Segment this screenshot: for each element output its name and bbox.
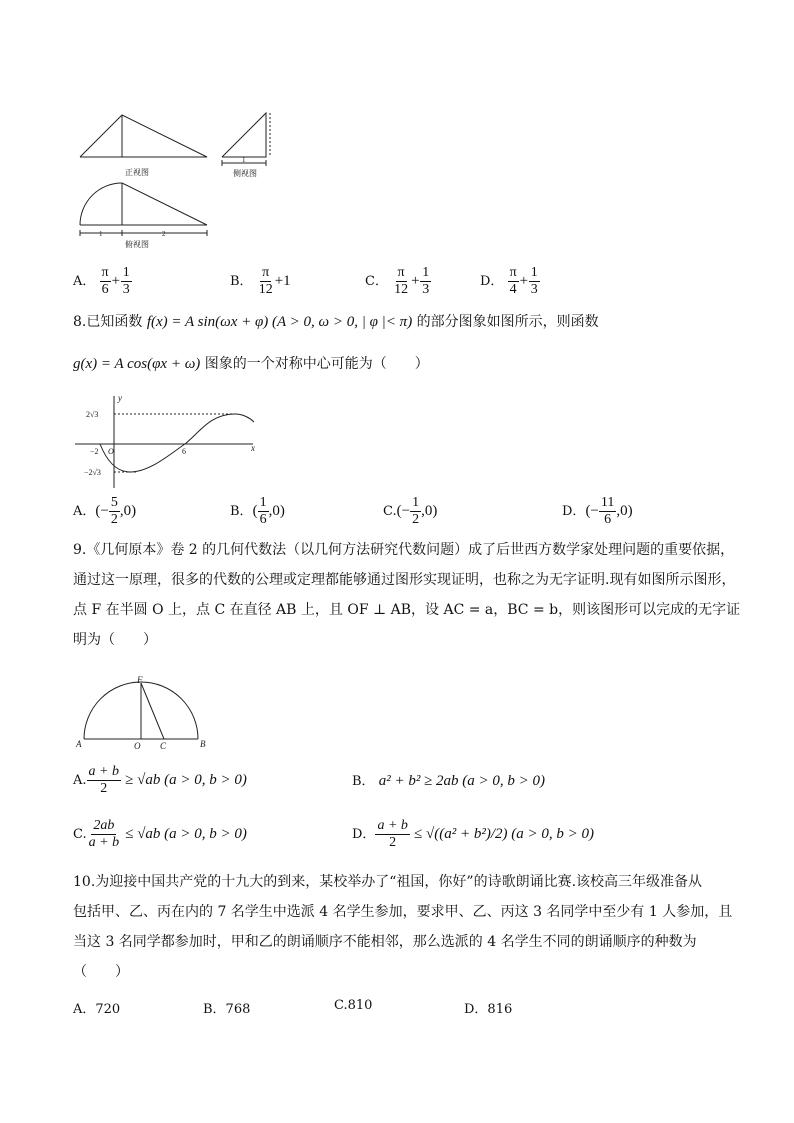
- top-dim-two: 2: [162, 230, 166, 238]
- y-min-label: −2√3: [84, 468, 101, 477]
- y-max-label: 2√3: [86, 410, 99, 419]
- point-a-label: A: [76, 739, 82, 749]
- q9-option-d[interactable]: D． $\frac{a + b}{2}$ ≤ √((a² + b²)/2) (a > 0, b > 0): [352, 818, 594, 850]
- y-axis-label: y: [118, 393, 122, 403]
- q7-option-b[interactable]: B． $\frac{\pi}{12}$ +1: [230, 265, 291, 297]
- q10-option-c[interactable]: C.810: [334, 998, 373, 1013]
- origin-label: O: [108, 447, 114, 456]
- q10-stem-line2: 包括甲、乙、丙在内的 7 名学生中选派 4 名学生参加，要求甲、乙、丙这 3 名同学中至少有 1 人参加，且: [73, 904, 733, 920]
- top-view-label: 俯视图: [125, 240, 149, 249]
- q9-option-b[interactable]: B． a² + b² ≥ 2ab (a > 0, b > 0): [352, 773, 546, 789]
- q8-option-b[interactable]: B．( $\frac{1}{6}$ ,0): [230, 495, 285, 527]
- x-axis-label: x: [251, 443, 255, 453]
- q10-stem-line3: 当这 3 名同学都参加时，甲和乙的朗诵顺序不能相邻，那么选派的 4 名学生不同的朗诵顺序的种数为: [73, 934, 697, 950]
- option-letter: A．: [73, 274, 96, 289]
- point-c-label: C: [160, 741, 167, 750]
- q10-option-a[interactable]: A．720: [73, 1002, 121, 1017]
- q9-stem-line3: 点 F 在半圆 O 上，点 C 在直径 AB 上，且 OF ⊥ AB，设 AC = a，BC = b，则该图形可以完成的无字证: [73, 602, 741, 618]
- side-view: [222, 113, 270, 166]
- q8-stem-line1: 8.已知函数 f(x) = A sin(ωx + φ) (A > 0, ω > 0, | φ |< π) 的部分图象如图所示，则函数: [73, 314, 599, 330]
- q9-stem-line2: 通过这一原理，很多的代数的公理或定理都能够通过图形实现证明，也称之为无字证明.现有如图所示图形，: [73, 572, 736, 588]
- top-view: [80, 183, 207, 236]
- side-view-label: 侧视图: [233, 169, 257, 178]
- x-six-label: 6: [182, 447, 186, 456]
- point-f-label: F: [137, 675, 143, 685]
- q8-graph: [70, 392, 260, 492]
- point-o-label: O: [134, 741, 141, 750]
- option-letter: B．: [230, 274, 253, 289]
- side-dim-label: 1: [242, 156, 246, 164]
- q7-option-d[interactable]: D． $\frac{\pi}{4}$ + $\frac{1}{3}$: [480, 265, 538, 297]
- q9-stem-line4: 明为（ ）: [73, 632, 157, 648]
- q8-option-d[interactable]: D．(− $\frac{11}{6}$ ,0): [562, 495, 633, 527]
- sine-curve: [100, 414, 254, 472]
- q7-option-c[interactable]: C． $\frac{\pi}{12}$ + $\frac{1}{3}$: [365, 265, 430, 297]
- option-letter: D．: [480, 274, 504, 289]
- top-dim-one: 1: [99, 230, 103, 238]
- q9-option-c[interactable]: C. $\frac{2ab}{a + b}$ ≤ √ab (a > 0, b > 0): [73, 818, 247, 850]
- q10-option-d[interactable]: D．816: [464, 1002, 513, 1017]
- q8-formula-g: g(x) = A cos(φx + ω): [73, 356, 201, 372]
- front-view-label: 正视图: [125, 168, 149, 177]
- segment-fc: [141, 683, 164, 739]
- q10-stem-line1: 10.为迎接中国共产党的十九大的到来，某校举办了“祖国，你好”的诗歌朗诵比赛.该校高三年级准备从: [73, 874, 703, 890]
- option-letter: C．: [365, 274, 388, 289]
- q7-option-a[interactable]: A． $\frac{\pi}{6}$ + $\frac{1}{3}$: [73, 265, 130, 297]
- front-view: [80, 115, 207, 157]
- q9-option-a[interactable]: A. $\frac{a + b}{2}$ ≥ √ab (a > 0, b > 0): [73, 764, 247, 796]
- x-neg-label: −2: [90, 447, 99, 456]
- q8-stem-line2: g(x) = A cos(φx + ω) 图象的一个对称中心可能为（ ）: [73, 356, 429, 372]
- q8-option-a[interactable]: A．(− $\frac{5}{2}$ ,0): [73, 495, 137, 527]
- q9-stem-line1: 9.《几何原本》卷 2 的几何代数法（以几何方法研究代数问题）成了后世西方数学家处理问题的重要依据，: [73, 542, 735, 558]
- three-view-figure: [70, 105, 280, 255]
- q10-stem-line4: （ ）: [73, 964, 129, 980]
- q9-semicircle-figure: [72, 675, 212, 750]
- point-b-label: B: [200, 739, 206, 749]
- q8-option-c[interactable]: C.(− $\frac{1}{2}$ ,0): [383, 495, 438, 527]
- q10-option-b[interactable]: B．768: [203, 1002, 251, 1017]
- q8-formula-f: f(x) = A sin(ωx + φ) (A > 0, ω > 0, | φ |< π): [146, 314, 413, 330]
